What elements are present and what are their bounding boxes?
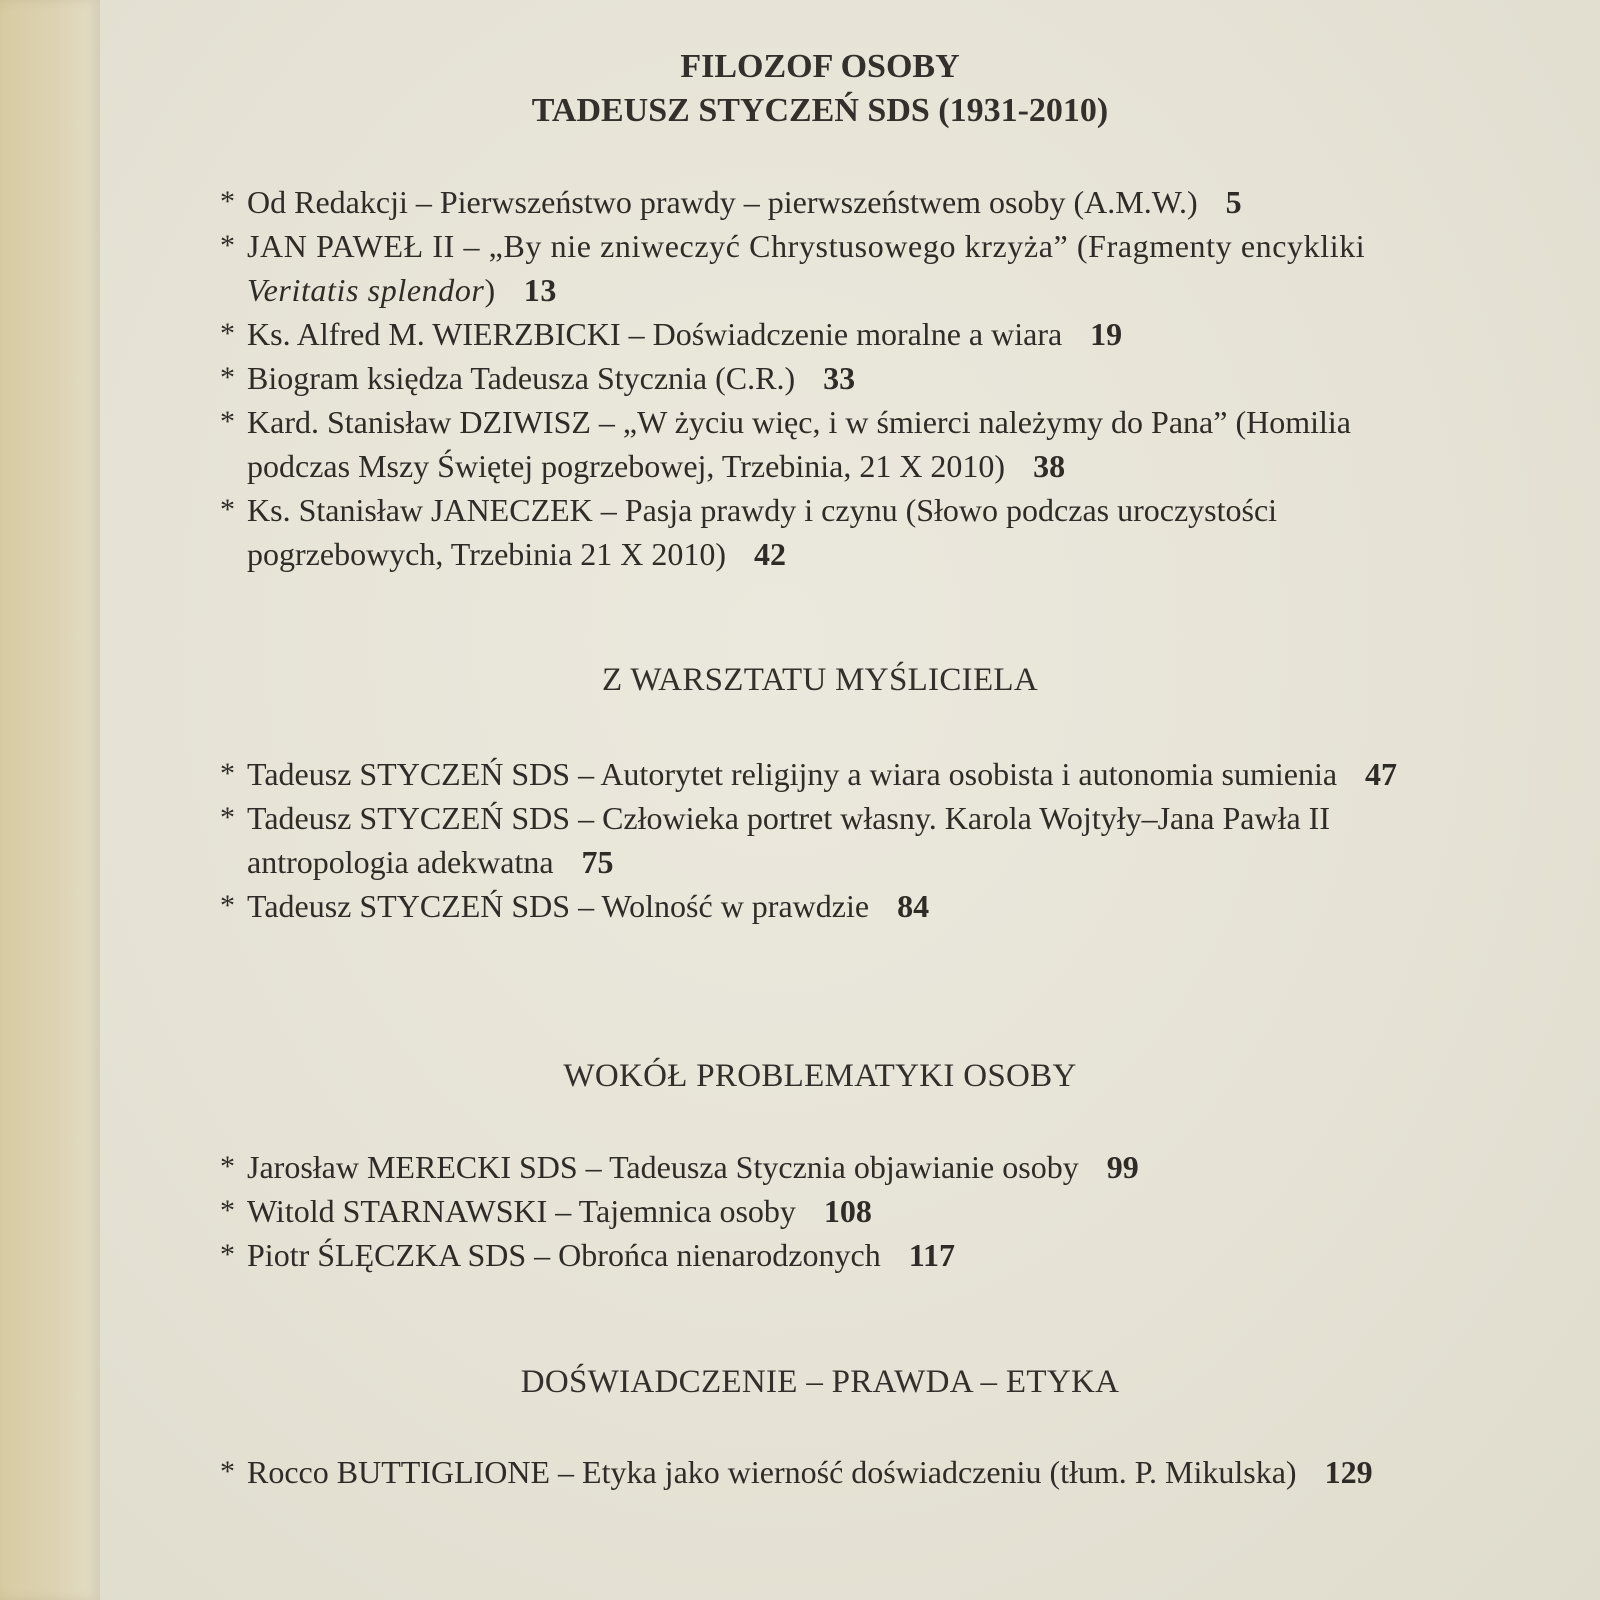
toc-entry <box>220 312 1400 356</box>
asterisk-bullet: * <box>220 1238 235 1271</box>
entry-page-number: 42 <box>754 536 787 572</box>
page-header <box>100 45 1540 133</box>
entry-title: Tadeusz STYCZEŃ SDS – Człowieka portret własny. Karola Wojtyły–Jana Pawła II antropologia adekwatna <box>247 800 1330 880</box>
entry-page-number: 13 <box>523 272 557 308</box>
section-heading: Z WARSZTATU MYŚLICIELA <box>601 662 1038 698</box>
entry-page-number: 47 <box>1365 756 1398 792</box>
toc-entry <box>220 1145 1400 1189</box>
entry-title: Tadeusz STYCZEŃ SDS – Autorytet religijny a wiara osobista i autonomia sumienia <box>247 756 1338 792</box>
asterisk-bullet: * <box>220 493 235 526</box>
toc-entry <box>220 180 1400 224</box>
asterisk-bullet: * <box>220 757 235 790</box>
section-heading: WOKÓŁ PROBLEMATYKI OSOBY <box>563 1058 1077 1094</box>
entry-title: Ks. Stanisław JANECZEK – Pasja prawdy i czynu (Słowo podczas uroczystości pogrzebowych, Trzebinia 21 X 2010) <box>247 492 1278 572</box>
toc-entry <box>220 400 1400 488</box>
toc-entry <box>220 488 1400 576</box>
page-subtitle: TADEUSZ STYCZEŃ SDS (1931-2010) <box>531 92 1109 129</box>
asterisk-bullet: * <box>220 229 236 262</box>
toc-list-doswiadczenie <box>220 1450 1400 1494</box>
toc-entry <box>220 1450 1400 1494</box>
toc-list-problematyka <box>220 1145 1400 1277</box>
asterisk-bullet: * <box>220 1150 235 1183</box>
asterisk-bullet: * <box>220 317 235 350</box>
entry-page-number: 38 <box>1033 448 1066 484</box>
entry-title: Ks. Alfred M. WIERZBICKI – Doświadczenie moralne a wiara <box>247 316 1063 352</box>
entry-page-number: 19 <box>1090 316 1123 352</box>
entry-title: Piotr ŚLĘCZKA SDS – Obrońca nienarodzonych <box>247 1237 881 1273</box>
entry-page-number: 99 <box>1106 1149 1139 1185</box>
left-page-edge <box>0 0 100 1600</box>
asterisk-bullet: * <box>220 1194 235 1227</box>
asterisk-bullet: * <box>220 889 235 922</box>
entry-title-italic: Veritatis splendor <box>247 272 485 308</box>
asterisk-bullet: * <box>220 801 235 834</box>
page-title: FILOZOF OSOBY <box>680 48 960 85</box>
entry-page-number: 75 <box>581 844 614 880</box>
entry-page-number: 33 <box>823 360 856 396</box>
asterisk-bullet: * <box>220 405 235 438</box>
entry-title: Tadeusz STYCZEŃ SDS – Wolność w prawdzie <box>247 888 870 924</box>
toc-entry <box>220 796 1400 884</box>
entry-page-number: 117 <box>908 1237 955 1273</box>
table-of-contents-page <box>100 0 1600 1600</box>
asterisk-bullet: * <box>220 361 235 394</box>
entry-title: Kard. Stanisław DZIWISZ – „W życiu więc, i w śmierci należymy do Pana” (Homilia podczas Mszy Świętej pogrzebowej, Trzebinia, 21 X 2010) <box>247 404 1351 484</box>
toc-entry <box>220 884 1400 928</box>
entry-page-number: 5 <box>1225 184 1242 220</box>
entry-title: Witold STARNAWSKI – Tajemnica osoby <box>247 1193 796 1229</box>
entry-title-end: ) <box>484 272 496 308</box>
entry-page-number: 84 <box>897 888 930 924</box>
entry-title: Od Redakcji – Pierwszeństwo prawdy – pierwszeństwem osoby (A.M.W.) <box>247 184 1198 220</box>
entry-page-number: 129 <box>1324 1454 1373 1490</box>
section-heading: DOŚWIADCZENIE – PRAWDA – ETYKA <box>520 1364 1120 1400</box>
toc-list-warsztat <box>220 752 1400 928</box>
toc-entry <box>220 1233 1400 1277</box>
entry-title: JAN PAWEŁ II – „By nie zniweczyć Chrystusowego krzyża” (Fragmenty encykliki <box>247 228 1366 264</box>
toc-entry <box>220 356 1400 400</box>
asterisk-bullet: * <box>220 1455 235 1488</box>
toc-entry <box>220 1189 1400 1233</box>
toc-entry <box>220 752 1400 796</box>
asterisk-bullet: * <box>220 185 235 218</box>
entry-title: Rocco BUTTIGLIONE – Etyka jako wierność doświadczeniu (tłum. P. Mikulska) <box>247 1454 1297 1490</box>
toc-entry <box>220 224 1400 312</box>
entry-title: Jarosław MERECKI SDS – Tadeusza Stycznia objawianie osoby <box>247 1149 1079 1185</box>
toc-list-filozof-osoby <box>220 180 1400 576</box>
entry-page-number: 108 <box>823 1193 872 1229</box>
entry-title: Biogram księdza Tadeusza Stycznia (C.R.) <box>247 360 796 396</box>
